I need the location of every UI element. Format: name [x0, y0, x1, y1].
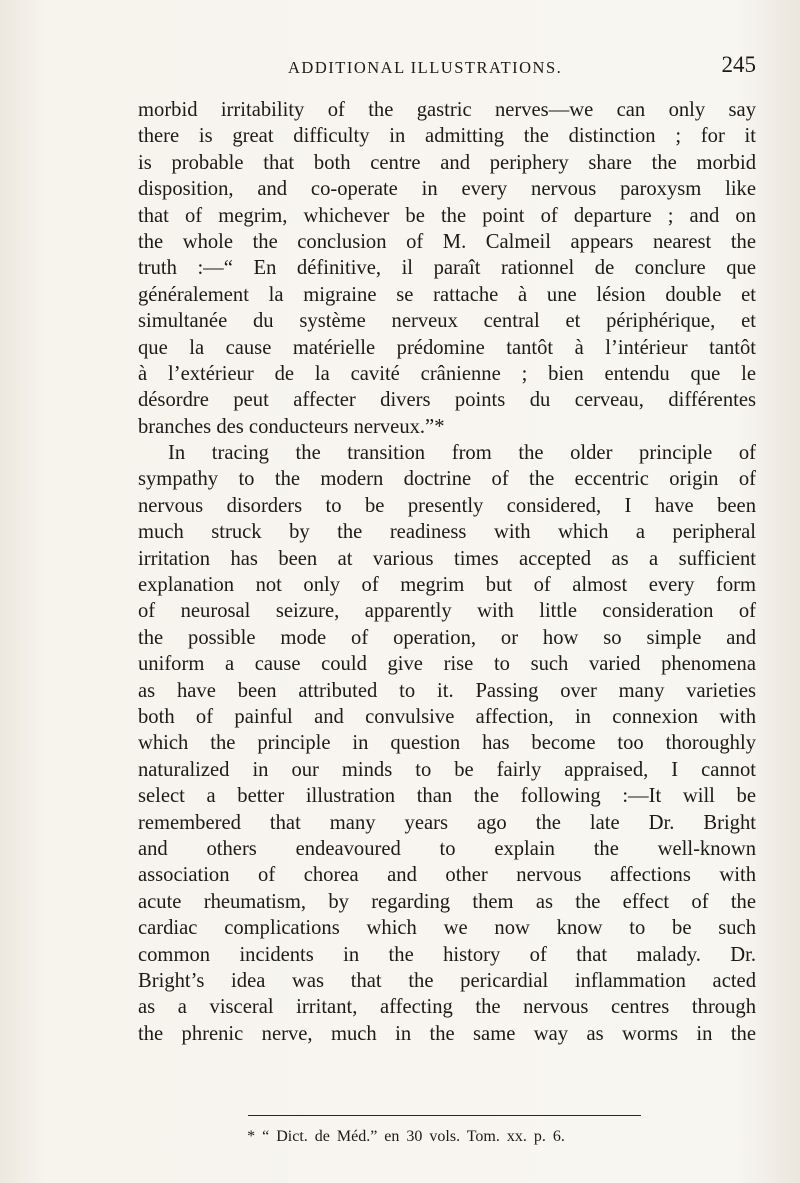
text-line: the phrenic nerve, much in the same way as worms in the: [138, 1022, 756, 1045]
footnote-rule: [248, 1115, 641, 1116]
running-head: ADDITIONAL ILLUSTRATIONS.: [288, 58, 563, 77]
paragraph-first-line: In tracing the transition from the older principle of: [168, 442, 756, 465]
text-line: that of megrim, whichever be the point of departure ; and on: [138, 204, 756, 227]
text-line: simultanée du système nerveux central et périphérique, et: [138, 310, 756, 333]
text-line: remembered that many years ago the late Dr. Bright: [138, 811, 756, 834]
text-line: naturalized in our minds to be fairly appraised, I cannot: [138, 758, 756, 781]
text-line: sympathy to the modern doctrine of the eccentric origin of: [138, 468, 756, 491]
text-line: uniform a cause could give rise to such varied phenomena: [138, 653, 756, 676]
body-text: [138, 97, 756, 1047]
text-line: nervous disorders to be presently considered, I have been: [138, 494, 756, 517]
text-line: which the principle in question has become too thoroughly: [138, 732, 756, 755]
text-line: disposition, and co-operate in every nervous paroxysm like: [138, 178, 756, 201]
text-line: of neurosal seizure, apparently with little consideration of: [138, 600, 756, 623]
text-line: à l’extérieur de la cavité crânienne ; bien entendu que le: [138, 362, 756, 385]
text-line: common incidents in the history of that malady. Dr.: [138, 943, 756, 966]
text-line: truth :—“ En définitive, il paraît rationnel de conclure que: [138, 257, 756, 280]
page-number: 245: [721, 52, 756, 77]
page-header: [138, 52, 756, 82]
text-line: association of chorea and other nervous affections with: [138, 864, 756, 887]
text-line: and others endeavoured to explain the well-known: [138, 837, 756, 860]
text-line: que la cause matérielle prédomine tantôt à l’intérieur tantôt: [138, 336, 756, 359]
text-line: cardiac complications which we now know to be such: [138, 917, 756, 940]
text-line: irritation has been at various times accepted as a sufficient: [138, 547, 756, 570]
text-line: both of painful and convulsive affection, in connexion with: [138, 705, 756, 728]
text-line: the whole the conclusion of M. Calmeil appears nearest the: [138, 230, 756, 253]
text-line: Bright’s idea was that the pericardial inflammation acted: [138, 969, 756, 992]
text-line: the possible mode of operation, or how so simple and: [138, 626, 756, 649]
text-line: explanation not only of megrim but of almost every form: [138, 574, 756, 597]
text-line: select a better illustration than the following :—It will be: [138, 785, 756, 808]
text-line: as have been attributed to it. Passing over many varieties: [138, 679, 756, 702]
text-line: much struck by the readiness with which a peripheral: [138, 521, 756, 544]
text-line: acute rheumatism, by regarding them as the effect of the: [138, 890, 756, 913]
text-line: branches des conducteurs nerveux.”*: [138, 415, 445, 438]
footnote: * “ Dict. de Méd.” en 30 vols. Tom. xx. p. 6.: [247, 1128, 565, 1145]
text-line: there is great difficulty in admitting the distinction ; for it: [138, 125, 756, 148]
text-line: morbid irritability of the gastric nerves—we can only say: [138, 99, 756, 121]
text-line: désordre peut affecter divers points du cerveau, différentes: [138, 389, 756, 412]
text-line: généralement la migraine se rattache à une lésion double et: [138, 283, 756, 306]
text-line: is probable that both centre and periphery share the morbid: [138, 151, 756, 174]
text-line: as a visceral irritant, affecting the nervous centres through: [138, 996, 756, 1019]
